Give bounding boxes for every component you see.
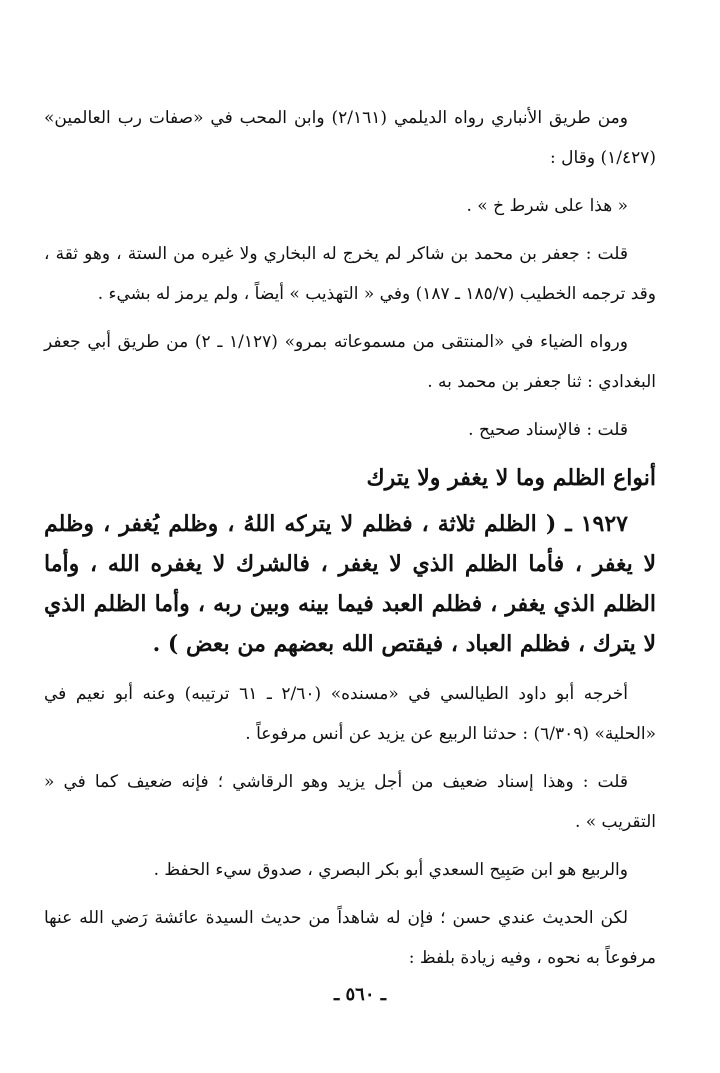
section-heading: أنواع الظلم وما لا يغفر ولا يترك — [366, 465, 656, 491]
paragraph-jafar-note: قلت : جعفر بن محمد بن شاكر لم يخرج له البخاري ولا غيره من الستة ، وهو ثقة ، وقد ترجمه الخطيب (١٨٥/٧ ـ ١٨٧) وفي « التهذيب » أيضاً ، ولم يرمز له بشيء . — [44, 244, 656, 304]
paragraph-quote-condition: « هذا على شرط خ » . — [466, 196, 628, 216]
hadith-text: ١٩٢٧ ـ ( الظلم ثلاثة ، فظلم لا يتركه اللهُ ، وظلم يُغفر ، وظلم لا يغفر ، فأما الظلم الذي لا يغفر ، فالشرك لا يغفره الله ، وأما الظلم الذي يغفر ، فظلم العبد فيما بينه وبين ربه ، وأما الظلم الذي لا يترك ، فظلم العباد ، فيقتص الله بعضهم من بعض ) . — [44, 511, 656, 657]
commentary-hasan-verdict: لكن الحديث عندي حسن ؛ فإن له شاهداً من حديث السيدة عائشة رَضي الله عنها مرفوعاً به نحوه ، وفيه زيادة بلفظ : — [44, 908, 656, 968]
page-number: ـ ٥٦٠ ـ — [333, 984, 387, 1005]
paragraph-diya-narration: ورواه الضياء في «المنتقى من مسموعاته بمرو» (١/١٢٧ ـ ٢) من طريق أبي جعفر البغدادي : ثنا جعفر بن محمد به . — [44, 332, 656, 392]
commentary-takhrij: أخرجه أبو داود الطيالسي في «مسنده» (٢/٦٠ ـ ٦١ ترتيبه) وعنه أبو نعيم في «الحلية» (٦/٣٠٩) : حدثنا الربيع عن يزيد عن أنس مرفوعاً . — [44, 684, 656, 744]
paragraph-sahih-verdict: قلت : فالإسناد صحيح . — [468, 420, 628, 440]
commentary-weak-chain: قلت : وهذا إسناد ضعيف من أجل يزيد وهو الرقاشي ؛ فإنه ضعيف كما في « التقريب » . — [44, 772, 656, 832]
page-body — [44, 98, 656, 986]
commentary-rabi-note: والربيع هو ابن صَبِيح السعدي أبو بكر البصري ، صدوق سيء الحفظ . — [153, 860, 628, 880]
paragraph-anbari-chain: ومن طريق الأنباري رواه الديلمي (٢/١٦١) وابن المحب في «صفات رب العالمين» (١/٤٢٧) وقال : — [44, 108, 656, 168]
